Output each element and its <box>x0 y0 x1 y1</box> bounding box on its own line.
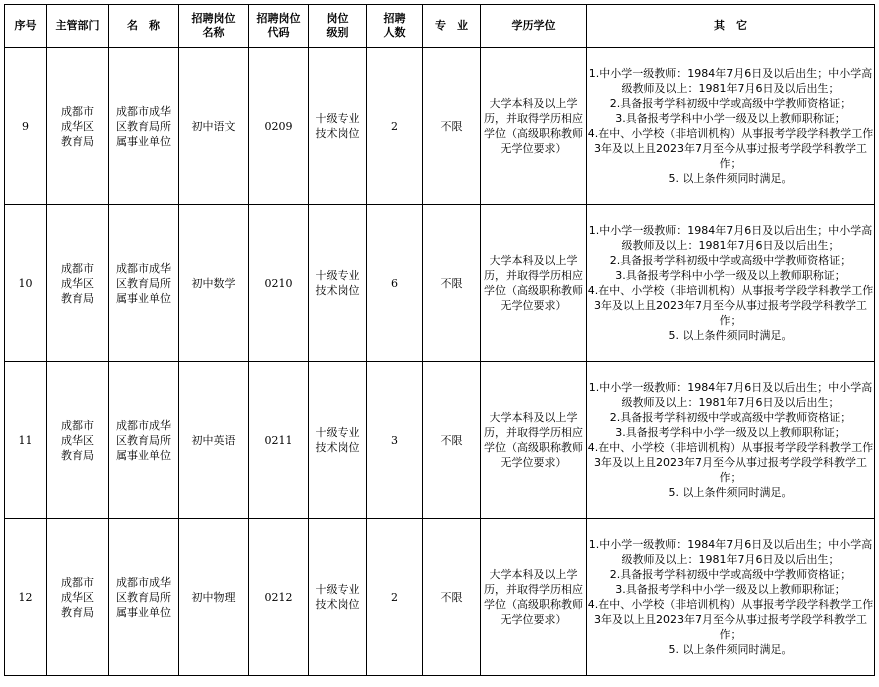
cell-seq-text: 12 <box>18 590 33 604</box>
header-dept: 主管部门 <box>47 5 109 48</box>
cell-other <box>587 48 875 205</box>
cell-major <box>423 205 481 362</box>
cell-level-text: 十级专业技术岗位 <box>315 583 360 611</box>
cell-code-text: 0212 <box>264 590 293 604</box>
cell-education <box>481 519 587 676</box>
header-post-name <box>179 5 249 48</box>
cell-code <box>249 48 309 205</box>
cell-dept <box>47 205 109 362</box>
cell-dept-text: 成都市成华区教育局 <box>61 104 94 148</box>
cell-level-text: 十级专业技术岗位 <box>315 112 360 140</box>
cell-other <box>587 519 875 676</box>
cell-major-text: 不限 <box>440 433 463 447</box>
other-condition-line: 1.中小学一级教师：1984年7月6日及以后出生；中小学高级教师及以上：1981年7月6日及以后出生； <box>588 67 873 95</box>
other-condition-line: 1.中小学一级教师：1984年7月6日及以后出生；中小学高级教师及以上：1981年7月6日及以后出生； <box>588 224 873 252</box>
other-condition-line: 5. 以上条件须同时满足。 <box>668 486 793 499</box>
other-condition-line: 2.具备报考学科初级中学或高级中学教师资格证； <box>609 254 852 267</box>
cell-post <box>179 519 249 676</box>
other-condition-line: 3.具备报考学科中小学一级及以上教师职称证； <box>615 269 846 282</box>
header-major: 专 业 <box>423 5 481 48</box>
table-row <box>5 362 875 519</box>
cell-level-text: 十级专业技术岗位 <box>315 269 360 297</box>
cell-level-text: 十级专业技术岗位 <box>315 426 360 454</box>
cell-post-text: 初中数学 <box>191 276 236 290</box>
cell-education <box>481 362 587 519</box>
table-row <box>5 519 875 676</box>
cell-education-text: 大学本科及以上学历，并取得学历相应学位（高级职称教师无学位要求） <box>484 568 583 626</box>
cell-code <box>249 519 309 676</box>
cell-unit-text: 成都市成华区教育局所属事业单位 <box>116 104 171 148</box>
cell-code-text: 0209 <box>264 119 293 133</box>
other-condition-line: 4.在中、小学校（非培训机构）从事报考学段学科教学工作3年及以上且2023年7月至今从事过报考学段学科教学工作； <box>587 127 874 170</box>
table-row <box>5 48 875 205</box>
other-condition-line: 3.具备报考学科中小学一级及以上教师职称证； <box>615 426 846 439</box>
cell-post <box>179 48 249 205</box>
cell-major <box>423 362 481 519</box>
header-post-name-text: 招聘岗位名称 <box>191 12 236 39</box>
cell-seq <box>5 48 47 205</box>
cell-education <box>481 205 587 362</box>
table-row <box>5 205 875 362</box>
cell-dept-text: 成都市成华区教育局 <box>61 418 94 462</box>
header-count <box>367 5 423 48</box>
recruitment-table <box>4 4 875 676</box>
header-row <box>5 5 875 48</box>
other-condition-line: 2.具备报考学科初级中学或高级中学教师资格证； <box>609 411 852 424</box>
cell-seq-text: 10 <box>18 276 33 290</box>
other-condition-line: 5. 以上条件须同时满足。 <box>668 643 793 656</box>
cell-major <box>423 519 481 676</box>
cell-count <box>367 205 423 362</box>
cell-seq-text: 11 <box>18 433 33 447</box>
cell-seq-text: 9 <box>22 119 29 133</box>
header-education: 学历学位 <box>481 5 587 48</box>
cell-other <box>587 205 875 362</box>
cell-dept <box>47 362 109 519</box>
cell-education-text: 大学本科及以上学历，并取得学历相应学位（高级职称教师无学位要求） <box>484 97 583 155</box>
cell-count <box>367 362 423 519</box>
cell-post-text: 初中语文 <box>191 119 236 133</box>
cell-level <box>309 205 367 362</box>
cell-unit-text: 成都市成华区教育局所属事业单位 <box>116 575 171 619</box>
cell-seq <box>5 205 47 362</box>
cell-dept-text: 成都市成华区教育局 <box>61 575 94 619</box>
other-condition-line: 2.具备报考学科初级中学或高级中学教师资格证； <box>609 97 852 110</box>
cell-post <box>179 205 249 362</box>
other-condition-line: 1.中小学一级教师：1984年7月6日及以后出生；中小学高级教师及以上：1981年7月6日及以后出生； <box>588 538 873 566</box>
header-post-code <box>249 5 309 48</box>
cell-unit <box>109 519 179 676</box>
table-body <box>5 48 875 676</box>
cell-major-text: 不限 <box>440 590 463 604</box>
other-condition-line: 4.在中、小学校（非培训机构）从事报考学段学科教学工作3年及以上且2023年7月至今从事过报考学段学科教学工作； <box>587 598 874 641</box>
cell-unit-text: 成都市成华区教育局所属事业单位 <box>116 261 171 305</box>
cell-count <box>367 519 423 676</box>
header-other: 其 它 <box>587 5 875 48</box>
header-post-code-text: 招聘岗位代码 <box>256 12 301 39</box>
cell-count-text: 6 <box>391 276 398 290</box>
cell-count <box>367 48 423 205</box>
cell-level <box>309 362 367 519</box>
cell-unit <box>109 362 179 519</box>
cell-education-text: 大学本科及以上学历，并取得学历相应学位（高级职称教师无学位要求） <box>484 411 583 469</box>
cell-education-text: 大学本科及以上学历，并取得学历相应学位（高级职称教师无学位要求） <box>484 254 583 312</box>
cell-post-text: 初中英语 <box>191 433 236 447</box>
other-condition-line: 1.中小学一级教师：1984年7月6日及以后出生；中小学高级教师及以上：1981年7月6日及以后出生； <box>588 381 873 409</box>
cell-other <box>587 362 875 519</box>
cell-code <box>249 205 309 362</box>
cell-seq <box>5 362 47 519</box>
cell-major-text: 不限 <box>440 276 463 290</box>
cell-level <box>309 48 367 205</box>
cell-code-text: 0210 <box>264 276 293 290</box>
cell-unit <box>109 48 179 205</box>
cell-dept-text: 成都市成华区教育局 <box>61 261 94 305</box>
other-condition-line: 4.在中、小学校（非培训机构）从事报考学段学科教学工作3年及以上且2023年7月至今从事过报考学段学科教学工作； <box>587 441 874 484</box>
other-condition-line: 3.具备报考学科中小学一级及以上教师职称证； <box>615 112 846 125</box>
other-condition-line: 4.在中、小学校（非培训机构）从事报考学段学科教学工作3年及以上且2023年7月至今从事过报考学段学科教学工作； <box>587 284 874 327</box>
other-condition-line: 3.具备报考学科中小学一级及以上教师职称证； <box>615 583 846 596</box>
cell-count-text: 2 <box>391 590 398 604</box>
header-level <box>309 5 367 48</box>
cell-major <box>423 48 481 205</box>
cell-dept <box>47 519 109 676</box>
cell-education <box>481 48 587 205</box>
header-name: 名 称 <box>109 5 179 48</box>
header-level-text: 岗位级别 <box>326 12 349 39</box>
cell-code-text: 0211 <box>264 433 293 447</box>
other-condition-line: 5. 以上条件须同时满足。 <box>668 172 793 185</box>
cell-count-text: 3 <box>391 433 398 447</box>
cell-level <box>309 519 367 676</box>
other-condition-line: 5. 以上条件须同时满足。 <box>668 329 793 342</box>
cell-code <box>249 362 309 519</box>
cell-count-text: 2 <box>391 119 398 133</box>
cell-unit-text: 成都市成华区教育局所属事业单位 <box>116 418 171 462</box>
cell-post-text: 初中物理 <box>191 590 236 604</box>
header-seq: 序号 <box>5 5 47 48</box>
cell-unit <box>109 205 179 362</box>
cell-seq <box>5 519 47 676</box>
cell-dept <box>47 48 109 205</box>
header-count-text: 招聘人数 <box>383 12 406 39</box>
cell-major-text: 不限 <box>440 119 463 133</box>
other-condition-line: 2.具备报考学科初级中学或高级中学教师资格证； <box>609 568 852 581</box>
cell-post <box>179 362 249 519</box>
